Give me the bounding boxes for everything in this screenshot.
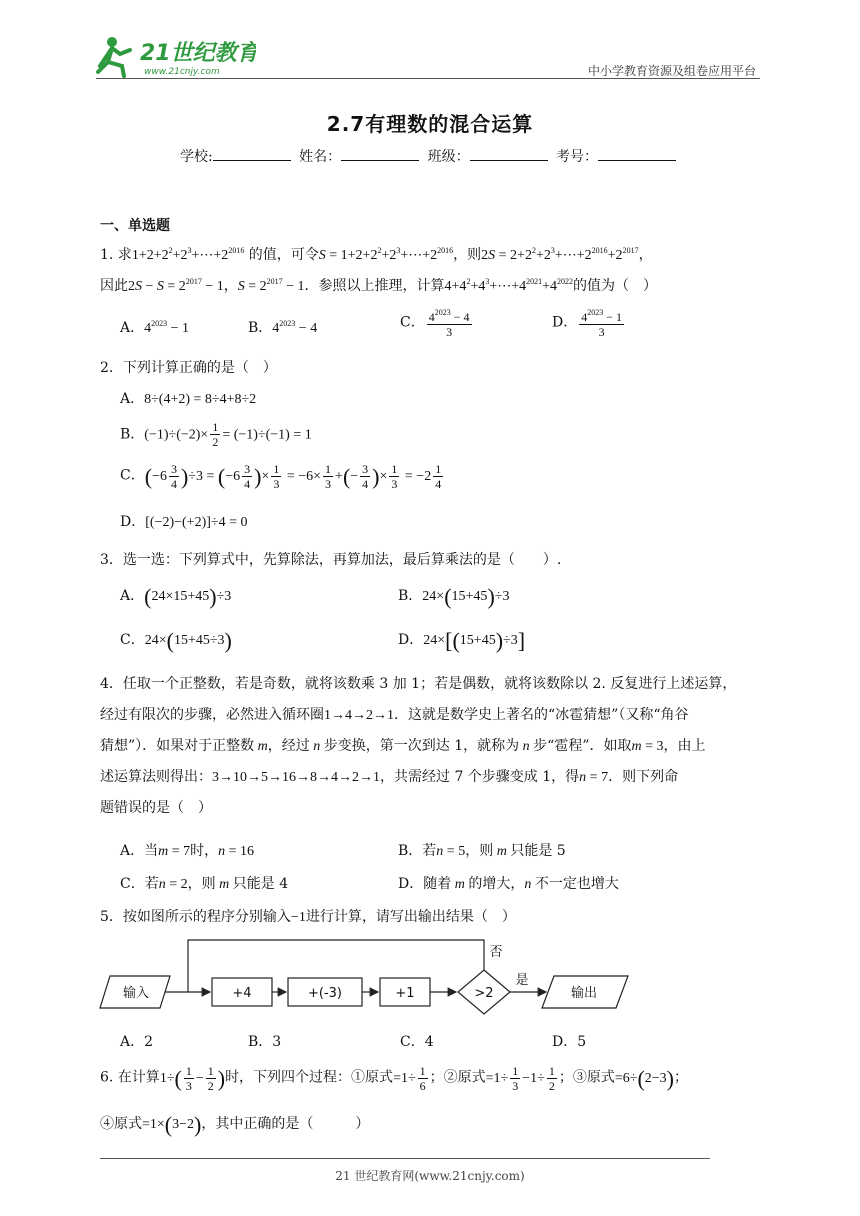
q5-option-c[interactable]: C．4 xyxy=(400,1034,434,1050)
q3-option-b[interactable]: B．24×(15+45)÷3 xyxy=(398,584,510,609)
q3-option-d[interactable]: D．24×[(15+45)÷3] xyxy=(398,628,526,653)
q2-stem: 2．下列计算正确的是（ ） xyxy=(100,360,277,376)
q2-option-c[interactable]: C．(−6 $\frac{3}{4}$ )÷3 = (−6 $\frac{3}{4}$ )× $\frac{1}{3}$ = −6× $\frac{1}{3}$ +(− $\frac{3}{4}$ )× $\frac{1}{3}$ = −2 $\frac{1}{4}$ xyxy=(120,462,442,491)
q5-option-a[interactable]: A．2 xyxy=(120,1034,154,1050)
q2-option-a[interactable]: A．8÷(4+2) = 8÷4+8÷2 xyxy=(120,391,257,407)
q5-stem: 5．按如图所示的程序分别输入−1进行计算，请写出输出结果（ ） xyxy=(100,909,516,925)
flow-output-label: 输出 xyxy=(570,986,598,1001)
q3-option-a[interactable]: A．(24×15+45)÷3 xyxy=(120,584,232,609)
q6-line1: 6. 在计算1÷( $\frac{1}{3}$ − $\frac{1}{2}$ )时，下列四个过程：①原式=1÷ $\frac{1}{6}$ ；②原式=1÷ $\frac{1}{3}$ −1÷ $\frac{1}{2}$ ；③原式=6÷(2−3)； xyxy=(100,1064,688,1093)
school-blank xyxy=(213,149,291,161)
student-info xyxy=(0,146,860,166)
page-title: 2.7有理数的混合运算 xyxy=(326,112,534,136)
name-blank xyxy=(341,149,419,161)
q1-option-a[interactable]: A．$4^{2023} - 1$ xyxy=(120,319,190,336)
logo-text: 21世纪教育 xyxy=(140,41,256,66)
exam-no-blank xyxy=(598,149,676,161)
section-heading: 一、单选题 xyxy=(100,218,170,234)
header-divider xyxy=(96,78,760,79)
logo-runner-icon xyxy=(96,34,256,78)
q3-option-c[interactable]: C．24×(15+45÷3) xyxy=(120,628,232,653)
q4-option-a[interactable]: A．当m = 7时，n = 16 xyxy=(120,843,255,859)
platform-name: 中小学教育资源及组卷应用平台 xyxy=(587,64,756,78)
q4-option-c[interactable]: C．若n = 2，则 m 只能是 4 xyxy=(120,876,289,892)
q4-option-d[interactable]: D．随着 m 的增大，n 不一定也增大 xyxy=(398,876,619,892)
flow-input-label: 输入 xyxy=(122,986,150,1001)
flow-condition-label: >2 xyxy=(474,986,494,1001)
class-blank xyxy=(470,149,548,161)
flow-yes-label: 是 xyxy=(515,973,529,988)
q2-option-d[interactable]: D．[(−2)−(+2)]÷4 = 0 xyxy=(120,514,248,530)
logo xyxy=(96,34,256,78)
flow-step3-label: +1 xyxy=(395,986,415,1001)
footer-text: 21 世纪教育网(www.21cnjy.com) xyxy=(335,1169,525,1183)
q1-option-b[interactable]: B．$4^{2023} - 4$ xyxy=(248,319,318,336)
flow-no-label: 否 xyxy=(489,945,503,960)
q1-option-c[interactable]: C． $\frac{4^{2023} - 4}{3}$ xyxy=(400,308,470,339)
exam-no-label: 考号： xyxy=(556,149,599,165)
q1-line2: 因此$2S - S = 2^{2017} - 1$，$S = 2^{2017} - 1$．参照以上推理，计算$4+4^2+4^3+\cdots+4^{2021}+4^{2022}$的值为（ ） xyxy=(100,277,658,294)
q4-option-b[interactable]: B．若n = 5，则 m 只能是 5 xyxy=(398,843,566,859)
q5-option-d[interactable]: D．5 xyxy=(552,1034,587,1050)
q2-option-b[interactable]: B．(−1)÷(−2)× $\frac{1}{2}$ = (−1)÷(−1) = 1 xyxy=(120,420,312,449)
q5-option-b[interactable]: B．3 xyxy=(248,1034,282,1050)
school-label: 学校: xyxy=(179,149,213,165)
flow-step1-label: +4 xyxy=(232,986,252,1001)
q4-line1: 4．任取一个正整数，若是奇数，就将该数乘 3 加 1；若是偶数，就将该数除以 2. 反复进行上述运算， xyxy=(100,676,737,692)
footer-divider xyxy=(100,1158,710,1159)
name-label: 姓名： xyxy=(299,149,342,165)
class-label: 班级： xyxy=(427,149,470,165)
q4-line5: 题错误的是（ ） xyxy=(100,800,212,816)
q4-line2: 经过有限次的步骤，必然进入循环圈1→4→2→1．这就是数学史上著名的“冰雹猜想”（又称“角谷 xyxy=(100,707,689,723)
logo-sub: www.21cnjy.com xyxy=(144,67,220,77)
q4-line3: 猜想”）．如果对于正整数 m，经过 n 步变换，第一次到达 1，就称为 n 步“雹程”．如取m = 3，由上 xyxy=(100,738,706,754)
q1-line1: 1. 求$1+2+2^2+2^3+\cdots+2^{2016}$ 的值，可令$S = 1+2+2^2+2^3+\cdots+2^{2016}$，则$2S = 2+2^2+2^3+\cdots+2^{2016}+2^{2017}$， xyxy=(100,246,653,263)
q6-line2: ④原式=1×(3−2)，其中正确的是（ ） xyxy=(100,1112,370,1137)
q1-option-d[interactable]: D． $\frac{4^{2023} - 1}{3}$ xyxy=(552,308,623,339)
q4-line4: 述运算法则得出：3→10→5→16→8→4→2→1，共需经过 7 个步骤变成 1，得n = 7．则下列命 xyxy=(100,769,679,785)
q3-stem: 3．选一选：下列算式中，先算除法，再算加法，最后算乘法的是（ ）. xyxy=(100,552,562,568)
flowchart xyxy=(98,936,658,1024)
flow-step2-label: +(-3) xyxy=(308,986,342,1001)
